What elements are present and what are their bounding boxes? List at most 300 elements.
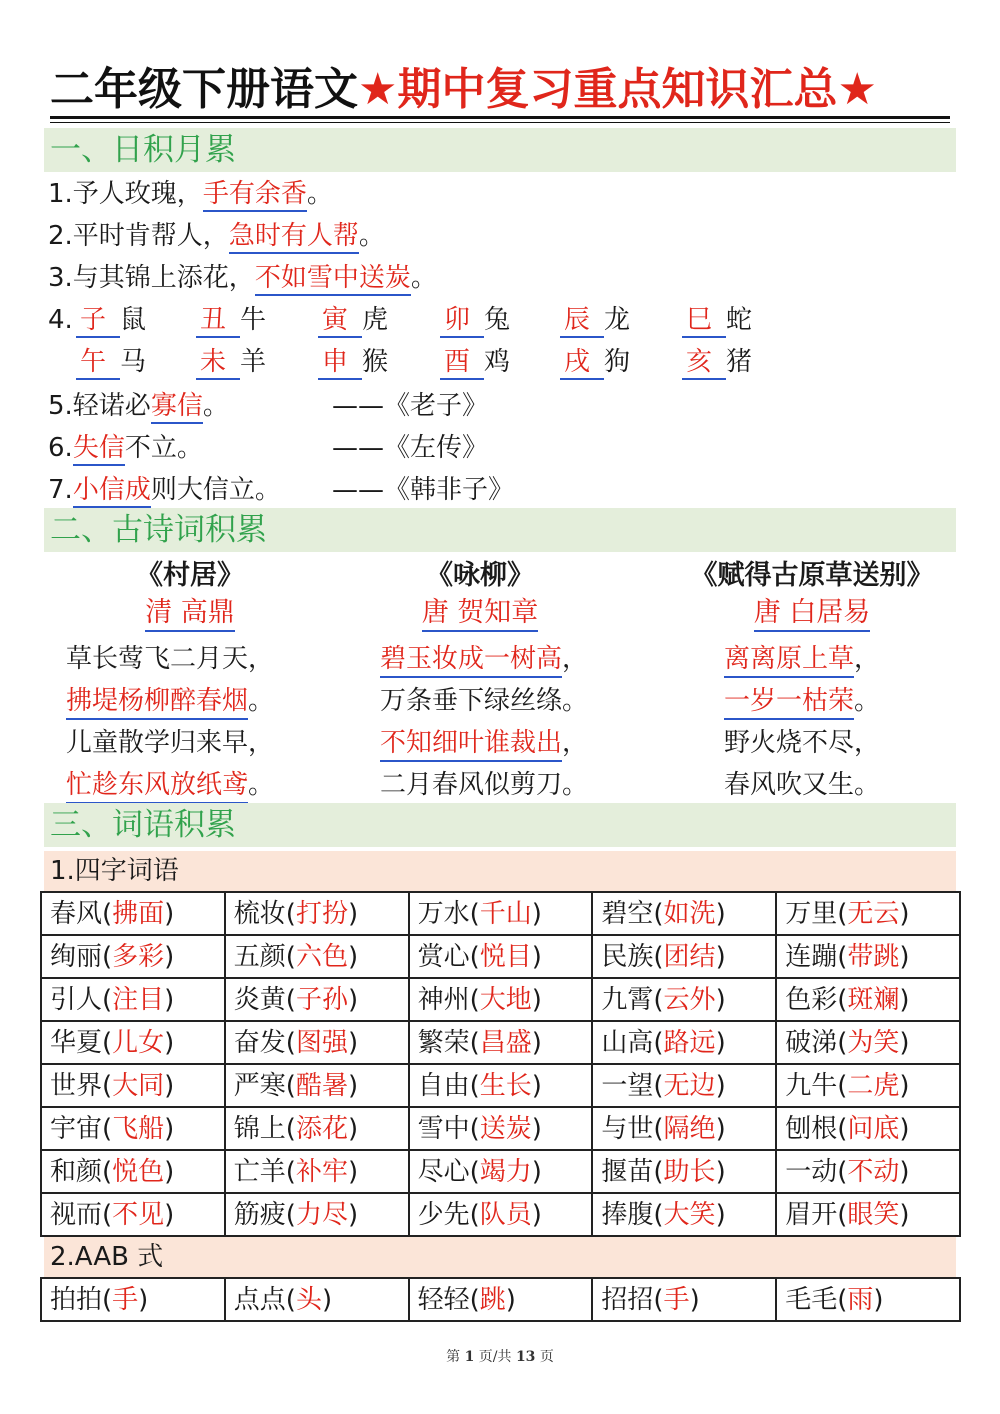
word-cell bbox=[41, 892, 225, 935]
word-answer: 图强 bbox=[295, 1027, 348, 1058]
proverb-text: 3.与其锦上添花， bbox=[48, 263, 255, 293]
table-row bbox=[41, 1021, 960, 1064]
quote-text: 。 bbox=[202, 391, 229, 421]
word-cell bbox=[409, 1193, 593, 1236]
quote-answer: 小信成 bbox=[73, 474, 151, 508]
word-paren: ) bbox=[347, 1027, 359, 1058]
word-given: 揠苗( bbox=[601, 1156, 664, 1187]
poem-title: 《村居》 bbox=[136, 560, 244, 591]
word-answer: 注目 bbox=[112, 984, 165, 1015]
word-answer: 为笑 bbox=[847, 1027, 900, 1058]
word-answer: 酷暑 bbox=[295, 1070, 348, 1101]
word-given: 破涕( bbox=[785, 1027, 848, 1058]
word-paren: ) bbox=[873, 1284, 884, 1315]
poem-line: 草长莺飞二月天， bbox=[66, 644, 275, 674]
poem-answer: 忙趁东风放纸鸢 bbox=[66, 768, 248, 804]
word-paren: ) bbox=[899, 898, 910, 929]
word-paren: ) bbox=[715, 941, 726, 972]
word-paren: ) bbox=[164, 1070, 175, 1101]
zodiac-pair bbox=[560, 302, 630, 338]
proverb-punct: 。 bbox=[306, 179, 333, 209]
aab-table bbox=[40, 1277, 961, 1322]
word-answer: 悦目 bbox=[479, 941, 532, 972]
word-given: 招招( bbox=[601, 1284, 664, 1315]
zodiac-animal: 虎 bbox=[362, 305, 389, 335]
section-heading-1: 一、日积月累 bbox=[44, 128, 956, 172]
zodiac-pair bbox=[76, 302, 146, 338]
word-given: 刨根( bbox=[785, 1113, 848, 1144]
word-given: 民族( bbox=[601, 941, 664, 972]
quote-text: 7. bbox=[48, 475, 73, 505]
word-paren: ) bbox=[531, 1113, 542, 1144]
word-answer: 生长 bbox=[479, 1070, 532, 1101]
word-answer: 队员 bbox=[479, 1199, 532, 1230]
zodiac-branch: 辰 bbox=[560, 304, 604, 338]
proverb-text: 1.予人玫瑰， bbox=[48, 179, 203, 209]
zodiac-animal: 蛇 bbox=[726, 305, 753, 335]
word-cell bbox=[409, 978, 593, 1021]
quote-line bbox=[48, 472, 281, 508]
word-cell bbox=[776, 1278, 960, 1321]
quote-line bbox=[48, 430, 203, 466]
word-cell bbox=[409, 1021, 593, 1064]
quote-text: 6. bbox=[48, 433, 73, 463]
word-given: 自由( bbox=[417, 1070, 480, 1101]
word-cell bbox=[225, 1107, 409, 1150]
word-paren: ) bbox=[347, 941, 359, 972]
proverb-text: 2.平时肯帮人， bbox=[48, 221, 229, 251]
word-cell bbox=[592, 978, 776, 1021]
word-given: 拍拍( bbox=[50, 1284, 113, 1315]
word-answer: 添花 bbox=[295, 1113, 348, 1144]
section-heading-3: 三、词语积累 bbox=[44, 803, 956, 847]
poem bbox=[40, 556, 340, 806]
poem-line: 万条垂下绿丝绦。 bbox=[380, 686, 589, 716]
zodiac-pair bbox=[560, 344, 630, 380]
word-cell bbox=[592, 1107, 776, 1150]
zodiac-branch: 卯 bbox=[440, 304, 484, 338]
word-paren: ) bbox=[138, 1284, 149, 1315]
word-given: 亡羊( bbox=[233, 1156, 296, 1187]
word-answer: 竭力 bbox=[479, 1156, 532, 1187]
proverb-line bbox=[48, 218, 385, 254]
word-answer: 打扮 bbox=[295, 898, 348, 929]
word-paren: ) bbox=[347, 1199, 359, 1230]
word-given: 雪中( bbox=[417, 1113, 480, 1144]
zodiac-pair bbox=[318, 344, 388, 380]
word-answer: 如洗 bbox=[663, 898, 716, 929]
word-cell bbox=[225, 1278, 409, 1321]
page-title bbox=[50, 62, 950, 118]
section-heading-2: 二、古诗词积累 bbox=[44, 508, 956, 552]
word-given: 一动( bbox=[785, 1156, 848, 1187]
zodiac-pair bbox=[682, 344, 752, 380]
poem bbox=[330, 556, 630, 806]
word-cell bbox=[776, 935, 960, 978]
poem-author: 唐 贺知章 bbox=[422, 596, 539, 632]
footer-page: 1 bbox=[464, 1349, 475, 1365]
word-cell bbox=[776, 1150, 960, 1193]
zodiac-animal: 鼠 bbox=[120, 305, 147, 335]
zodiac-branch: 酉 bbox=[440, 346, 484, 380]
word-cell bbox=[41, 1278, 225, 1321]
poem-line bbox=[66, 680, 340, 722]
word-cell bbox=[41, 1021, 225, 1064]
word-cell bbox=[225, 1193, 409, 1236]
poem-author: 唐 白居易 bbox=[754, 596, 871, 632]
proverb-answer: 急时有人帮 bbox=[229, 220, 359, 254]
word-answer: 儿女 bbox=[112, 1027, 165, 1058]
zodiac-branch: 丑 bbox=[196, 304, 240, 338]
word-answer: 雨 bbox=[847, 1284, 874, 1315]
footer-text: 第 bbox=[446, 1349, 465, 1365]
word-paren: ) bbox=[531, 1027, 542, 1058]
word-paren: ) bbox=[531, 941, 542, 972]
word-paren: ) bbox=[347, 1156, 359, 1187]
word-cell bbox=[225, 892, 409, 935]
poem-title: 《咏柳》 bbox=[426, 560, 534, 591]
word-paren: ) bbox=[164, 1199, 175, 1230]
poem-author: 清 高鼎 bbox=[145, 596, 235, 632]
word-cell bbox=[592, 892, 776, 935]
zodiac-pair bbox=[682, 302, 752, 338]
word-cell bbox=[409, 1064, 593, 1107]
table-row bbox=[41, 1193, 960, 1236]
zodiac-branch: 寅 bbox=[318, 304, 362, 338]
word-cell bbox=[592, 1278, 776, 1321]
four-char-table bbox=[40, 891, 961, 1237]
word-answer: 不动 bbox=[847, 1156, 900, 1187]
word-paren: ) bbox=[715, 1156, 726, 1187]
poem-title: 《赋得古原草送别》 bbox=[690, 560, 934, 591]
word-cell bbox=[41, 1064, 225, 1107]
word-paren: ) bbox=[899, 1070, 910, 1101]
table-row bbox=[41, 1278, 960, 1321]
word-given: 山高( bbox=[601, 1027, 664, 1058]
quote-text: 不立。 bbox=[124, 433, 203, 463]
word-paren: ) bbox=[164, 941, 175, 972]
footer-total: 13 bbox=[515, 1349, 536, 1365]
word-answer: 多彩 bbox=[112, 941, 165, 972]
poem-answer: 不知细叶谁裁出 bbox=[380, 726, 562, 762]
word-given: 华夏( bbox=[50, 1027, 113, 1058]
quote-line bbox=[48, 388, 229, 424]
word-answer: 手 bbox=[663, 1284, 690, 1315]
word-cell bbox=[776, 892, 960, 935]
word-given: 梳妆( bbox=[233, 898, 296, 929]
poem-answer: 一岁一枯荣 bbox=[724, 684, 854, 720]
word-answer: 无边 bbox=[663, 1070, 716, 1101]
word-given: 宇宙( bbox=[50, 1113, 113, 1144]
poem-line bbox=[66, 764, 340, 806]
word-answer: 大地 bbox=[479, 984, 532, 1015]
word-paren: ) bbox=[899, 1156, 910, 1187]
footer-text: 页/共 bbox=[474, 1349, 516, 1365]
proverb-answer: 不如雪中送炭 bbox=[255, 262, 411, 296]
word-cell bbox=[225, 978, 409, 1021]
word-answer: 二虎 bbox=[847, 1070, 900, 1101]
quote-source: ——《左传》 bbox=[332, 433, 489, 463]
table-row bbox=[41, 1150, 960, 1193]
word-given: 毛毛( bbox=[785, 1284, 848, 1315]
word-cell bbox=[409, 892, 593, 935]
word-cell bbox=[409, 1107, 593, 1150]
poem-punct: ， bbox=[562, 644, 589, 674]
zodiac-pair bbox=[440, 344, 510, 380]
word-paren: ) bbox=[347, 898, 359, 929]
zodiac-pair bbox=[196, 344, 266, 380]
word-cell bbox=[592, 1150, 776, 1193]
word-paren: ) bbox=[505, 1284, 516, 1315]
word-answer: 隔绝 bbox=[663, 1113, 716, 1144]
zodiac-pair bbox=[196, 302, 266, 338]
word-answer: 送炭 bbox=[479, 1113, 532, 1144]
footer-text: 页 bbox=[535, 1349, 554, 1365]
quote-text: 5.轻诺必 bbox=[48, 391, 151, 421]
word-answer: 大笑 bbox=[663, 1199, 716, 1230]
word-cell bbox=[776, 1107, 960, 1150]
zodiac-pair bbox=[318, 302, 388, 338]
word-answer: 昌盛 bbox=[479, 1027, 532, 1058]
word-cell bbox=[41, 935, 225, 978]
word-given: 九霄( bbox=[601, 984, 664, 1015]
word-paren: ) bbox=[347, 984, 359, 1015]
poem-line bbox=[724, 680, 962, 722]
word-given: 轻轻( bbox=[417, 1284, 480, 1315]
word-answer: 带跳 bbox=[847, 941, 900, 972]
word-given: 尽心( bbox=[417, 1156, 480, 1187]
word-given: 眉开( bbox=[785, 1199, 848, 1230]
word-answer: 斑斓 bbox=[847, 984, 900, 1015]
zodiac-branch: 戌 bbox=[560, 346, 604, 380]
word-answer: 力尽 bbox=[295, 1199, 348, 1230]
poem-line: 春风吹又生。 bbox=[724, 770, 881, 800]
word-answer: 不见 bbox=[112, 1199, 165, 1230]
word-cell bbox=[41, 978, 225, 1021]
word-paren: ) bbox=[164, 1156, 175, 1187]
word-given: 繁荣( bbox=[417, 1027, 480, 1058]
poem-answer: 碧玉妆成一树高 bbox=[380, 642, 562, 678]
zodiac-pair bbox=[440, 302, 510, 338]
proverb-punct: 。 bbox=[358, 221, 385, 251]
word-paren: ) bbox=[715, 1113, 726, 1144]
word-paren: ) bbox=[531, 984, 542, 1015]
quote-answer: 失信 bbox=[73, 432, 125, 466]
subheading-four-char: 1.四字词语 bbox=[44, 851, 956, 891]
word-given: 奋发( bbox=[233, 1027, 296, 1058]
word-given: 筋疲( bbox=[233, 1199, 296, 1230]
quote-answer: 寡信 bbox=[151, 390, 203, 424]
zodiac-animal: 猴 bbox=[362, 347, 389, 377]
word-cell bbox=[592, 1064, 776, 1107]
word-given: 春风( bbox=[50, 898, 113, 929]
word-answer: 问底 bbox=[847, 1113, 900, 1144]
zodiac-animal: 狗 bbox=[604, 347, 631, 377]
word-cell bbox=[225, 1064, 409, 1107]
zodiac-animal: 羊 bbox=[240, 347, 267, 377]
word-paren: ) bbox=[164, 898, 175, 929]
poem-line bbox=[724, 638, 962, 680]
zodiac-branch: 子 bbox=[76, 304, 120, 338]
poem-line: 儿童散学归来早， bbox=[66, 728, 275, 758]
word-answer: 大同 bbox=[112, 1070, 165, 1101]
subheading-aab: 2.AAB 式 bbox=[44, 1237, 956, 1277]
proverb-answer: 手有余香 bbox=[203, 178, 307, 212]
poem bbox=[662, 556, 962, 806]
word-paren: ) bbox=[715, 898, 726, 929]
word-paren: ) bbox=[321, 1284, 333, 1315]
word-cell bbox=[409, 1278, 593, 1321]
poem-author-row bbox=[330, 596, 630, 638]
word-paren: ) bbox=[899, 984, 910, 1015]
proverb-line bbox=[48, 176, 333, 212]
zodiac-animal: 兔 bbox=[484, 305, 511, 335]
word-given: 万里( bbox=[785, 898, 848, 929]
word-paren: ) bbox=[689, 1284, 700, 1315]
poem-punct: ， bbox=[562, 728, 589, 758]
word-paren: ) bbox=[715, 1027, 726, 1058]
quote-source: ——《老子》 bbox=[332, 391, 489, 421]
word-cell bbox=[225, 1150, 409, 1193]
word-answer: 拂面 bbox=[112, 898, 165, 929]
title-rule bbox=[50, 116, 950, 119]
word-answer: 悦色 bbox=[112, 1156, 165, 1187]
word-given: 严寒( bbox=[233, 1070, 296, 1101]
word-paren: ) bbox=[715, 984, 726, 1015]
poem-answer: 离离原上草 bbox=[724, 642, 854, 678]
word-paren: ) bbox=[899, 941, 910, 972]
word-given: 碧空( bbox=[601, 898, 664, 929]
zodiac-branch: 未 bbox=[196, 346, 240, 380]
word-paren: ) bbox=[715, 1070, 726, 1101]
word-paren: ) bbox=[531, 1070, 542, 1101]
poem-author-row bbox=[40, 596, 340, 638]
word-answer: 云外 bbox=[663, 984, 716, 1015]
word-given: 连蹦( bbox=[785, 941, 848, 972]
word-cell bbox=[592, 1193, 776, 1236]
word-paren: ) bbox=[347, 1113, 359, 1144]
zodiac-branch: 申 bbox=[318, 346, 362, 380]
zodiac-pair bbox=[76, 344, 146, 380]
word-given: 点点( bbox=[233, 1284, 296, 1315]
word-answer: 助长 bbox=[663, 1156, 716, 1187]
title-highlight: ★期中复习重点知识汇总★ bbox=[358, 64, 877, 115]
word-cell bbox=[41, 1193, 225, 1236]
page-footer bbox=[0, 1346, 1000, 1366]
poem-punct: ， bbox=[854, 644, 881, 674]
word-answer: 子孙 bbox=[295, 984, 348, 1015]
word-cell bbox=[41, 1107, 225, 1150]
poem-author-row bbox=[662, 596, 962, 638]
word-given: 五颜( bbox=[233, 941, 296, 972]
table-row bbox=[41, 1064, 960, 1107]
poem-answer: 拂堤杨柳醉春烟 bbox=[66, 684, 248, 720]
poem-punct: 。 bbox=[854, 686, 881, 716]
word-paren: ) bbox=[531, 1199, 542, 1230]
word-given: 色彩( bbox=[785, 984, 848, 1015]
poem-line bbox=[380, 722, 630, 764]
table-row bbox=[41, 978, 960, 1021]
word-given: 少先( bbox=[417, 1199, 480, 1230]
word-cell bbox=[409, 1150, 593, 1193]
poem-line bbox=[380, 638, 630, 680]
poem-line: 野火烧不尽， bbox=[724, 728, 881, 758]
word-given: 与世( bbox=[601, 1113, 664, 1144]
word-given: 引人( bbox=[50, 984, 113, 1015]
word-paren: ) bbox=[899, 1199, 910, 1230]
zodiac-number: 4. bbox=[48, 305, 73, 335]
word-answer: 无云 bbox=[847, 898, 900, 929]
word-cell bbox=[592, 935, 776, 978]
title-rule-thin bbox=[50, 122, 950, 123]
word-cell bbox=[225, 935, 409, 978]
table-row bbox=[41, 1107, 960, 1150]
zodiac-branch: 巳 bbox=[682, 304, 726, 338]
word-given: 视而( bbox=[50, 1199, 113, 1230]
word-paren: ) bbox=[164, 1113, 175, 1144]
zodiac-branch: 午 bbox=[76, 346, 120, 380]
zodiac-animal: 鸡 bbox=[484, 347, 511, 377]
word-answer: 路远 bbox=[663, 1027, 716, 1058]
word-given: 和颜( bbox=[50, 1156, 113, 1187]
poem-punct: 。 bbox=[248, 770, 275, 800]
word-cell bbox=[592, 1021, 776, 1064]
word-given: 一望( bbox=[601, 1070, 664, 1101]
zodiac-animal: 猪 bbox=[726, 347, 753, 377]
word-answer: 头 bbox=[295, 1284, 322, 1315]
word-paren: ) bbox=[164, 984, 175, 1015]
word-cell bbox=[225, 1021, 409, 1064]
quote-text: 则大信立。 bbox=[150, 475, 281, 505]
zodiac-animal: 马 bbox=[120, 347, 147, 377]
word-given: 世界( bbox=[50, 1070, 113, 1101]
word-cell bbox=[776, 1021, 960, 1064]
word-paren: ) bbox=[164, 1027, 175, 1058]
word-answer: 跳 bbox=[479, 1284, 506, 1315]
word-cell bbox=[776, 1064, 960, 1107]
word-answer: 千山 bbox=[479, 898, 532, 929]
word-given: 锦上( bbox=[233, 1113, 296, 1144]
proverb-punct: 。 bbox=[410, 263, 437, 293]
word-answer: 眼笑 bbox=[847, 1199, 900, 1230]
zodiac-animal: 龙 bbox=[604, 305, 631, 335]
word-paren: ) bbox=[347, 1070, 359, 1101]
table-row bbox=[41, 892, 960, 935]
word-answer: 补牢 bbox=[295, 1156, 348, 1187]
word-given: 捧腹( bbox=[601, 1199, 664, 1230]
poem-punct: 。 bbox=[248, 686, 275, 716]
word-given: 炎黄( bbox=[233, 984, 296, 1015]
word-answer: 飞船 bbox=[112, 1113, 165, 1144]
word-given: 绚丽( bbox=[50, 941, 113, 972]
word-cell bbox=[776, 978, 960, 1021]
quote-source: ——《韩非子》 bbox=[332, 475, 515, 505]
word-paren: ) bbox=[531, 898, 542, 929]
table-row bbox=[41, 935, 960, 978]
word-given: 神州( bbox=[417, 984, 480, 1015]
word-paren: ) bbox=[899, 1027, 910, 1058]
word-paren: ) bbox=[715, 1199, 726, 1230]
poem-line: 二月春风似剪刀。 bbox=[380, 770, 589, 800]
word-paren: ) bbox=[531, 1156, 542, 1187]
word-given: 九牛( bbox=[785, 1070, 848, 1101]
word-cell bbox=[776, 1193, 960, 1236]
word-answer: 手 bbox=[112, 1284, 139, 1315]
proverb-line bbox=[48, 260, 437, 296]
zodiac-branch: 亥 bbox=[682, 346, 726, 380]
word-cell bbox=[409, 935, 593, 978]
word-paren: ) bbox=[899, 1113, 910, 1144]
